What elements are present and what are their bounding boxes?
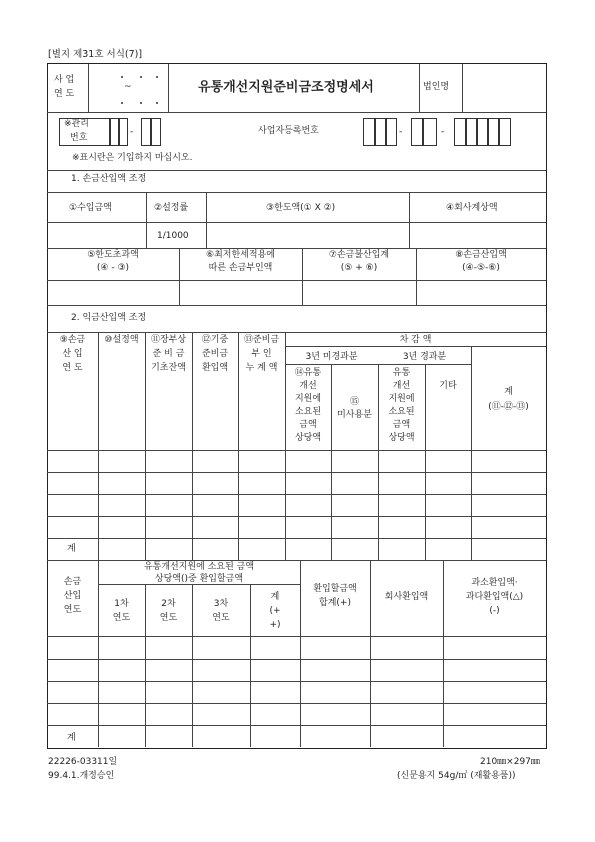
h9-line3: 연 도 bbox=[62, 363, 83, 373]
s3-year-line3: 연도 bbox=[63, 605, 82, 615]
h9-line2: 산 입 bbox=[62, 349, 83, 359]
reg-box[interactable] bbox=[488, 118, 499, 146]
s3-y1-line2: 연도 bbox=[112, 613, 131, 623]
s3-y2-line2: 연도 bbox=[159, 613, 178, 623]
s3-y3-line2: 연도 bbox=[212, 613, 230, 623]
biz-year-label-2: 연 도 bbox=[54, 89, 75, 99]
s3-sum-line1: 계 bbox=[270, 592, 280, 602]
col-nondeductible-formula: (⑤ + ⑥) bbox=[340, 263, 378, 273]
col-excess: ⑤한도초과액 bbox=[87, 250, 139, 260]
col-rate: ②설정률 bbox=[154, 203, 189, 213]
footer-approval: 99.4.1.개정승인 bbox=[48, 771, 115, 781]
h16-line4: 소요된 bbox=[388, 407, 415, 417]
footer-paper: (신문용지 54g/㎡ (재활용품)) bbox=[397, 771, 516, 781]
reg-box[interactable] bbox=[386, 118, 397, 146]
section1-title: 1. 손금산입액 조정 bbox=[71, 174, 147, 184]
h16-line1: 유통 bbox=[392, 368, 411, 378]
h12-line2: 준비금 bbox=[201, 349, 229, 359]
h14-line5: 금액 bbox=[299, 420, 317, 430]
s3-sum-line3: +) bbox=[269, 620, 281, 630]
h15-line2: 미사용분 bbox=[337, 410, 372, 420]
dash: - bbox=[441, 127, 445, 137]
reg-box[interactable] bbox=[363, 118, 375, 146]
form-label: [별지 제31호 서식(7)] bbox=[48, 49, 143, 60]
reg-box[interactable] bbox=[375, 118, 386, 146]
section2-title: 2. 익금산입액 조정 bbox=[71, 313, 147, 323]
h13-line2: 부 인 bbox=[251, 349, 272, 359]
h16-line2: 개선 bbox=[392, 381, 411, 391]
h14-line6: 상당액 bbox=[294, 433, 322, 443]
reg-box[interactable] bbox=[411, 118, 423, 146]
dash: - bbox=[399, 127, 403, 137]
footer-size: 210㎜×297㎜ bbox=[480, 757, 540, 767]
dash: - bbox=[130, 127, 134, 137]
h16-line5: 금액 bbox=[392, 420, 411, 430]
s3-header-line2: 상당액()중 환입할금액 bbox=[154, 574, 244, 584]
h13-line3: 누 계 액 bbox=[245, 363, 278, 373]
reg-box[interactable] bbox=[477, 118, 488, 146]
other-header: 기타 bbox=[439, 381, 457, 391]
h14-line3: 지원에 bbox=[294, 394, 322, 404]
footer-code: 22226-03311일 bbox=[48, 757, 118, 767]
s3-year-line1: 손금 bbox=[63, 577, 82, 587]
col-deductible: ⑧손금산입액 bbox=[455, 250, 507, 260]
s3-sum-line2: (+ bbox=[269, 606, 281, 616]
mgmt-label-1: ※관리 bbox=[64, 119, 89, 129]
col-nondeductible: ⑦손금불산입계 bbox=[328, 250, 390, 260]
h15-line1: ⑮ bbox=[349, 397, 359, 407]
total-formula: (⑪-⑫-⑬) bbox=[488, 402, 529, 412]
s3-year-line2: 산입 bbox=[63, 591, 82, 601]
reg-box[interactable] bbox=[499, 118, 511, 146]
col-revenue: ①수입금액 bbox=[69, 203, 112, 213]
company-name-label: 법인명 bbox=[423, 82, 450, 92]
h13-line1: ⑬준비금 bbox=[243, 335, 280, 345]
s3-over-line1: 과소환입액· bbox=[471, 578, 518, 588]
mgmt-box[interactable] bbox=[119, 118, 128, 146]
h9-line1: ⑨손금 bbox=[59, 335, 86, 345]
mgmt-box[interactable] bbox=[110, 118, 119, 146]
s3-header-line1: 유통개선지원에 소요된 금액 bbox=[143, 562, 255, 572]
h11-line3: 기초잔액 bbox=[151, 363, 186, 373]
tilde: ~ bbox=[124, 82, 132, 92]
over-3yrs: 3년 경과분 bbox=[402, 352, 447, 362]
form-title: 유통개선지원준비금조정명세서 bbox=[198, 80, 374, 95]
mgmt-label-2: 번호 bbox=[70, 133, 88, 143]
s3-total-line2: 합계(+) bbox=[319, 598, 351, 608]
col-limit: ③한도액(① X ②) bbox=[266, 203, 336, 213]
s3-company: 회사환입액 bbox=[384, 592, 429, 602]
h12-line1: ⑫기중 bbox=[201, 335, 229, 345]
h16-line6: 상당액 bbox=[388, 433, 415, 443]
h11-line2: 준 비 금 bbox=[152, 349, 185, 359]
col-min-tax-2: 따른 손금부인액 bbox=[208, 263, 273, 273]
h16-line3: 지원에 bbox=[388, 394, 415, 404]
biz-reg-label: 사업자등록번호 bbox=[258, 126, 319, 136]
s3-total-line1: 환입할금액 bbox=[313, 584, 357, 594]
rate-value: 1/1000 bbox=[157, 231, 189, 241]
h10: ⑩설정액 bbox=[104, 335, 139, 345]
h11-line1: ⑪장부상 bbox=[150, 335, 187, 345]
reg-box[interactable] bbox=[423, 118, 437, 146]
s3-y3-line1: 3차 bbox=[213, 599, 229, 609]
note: ※표시란은 기입하지 마십시오. bbox=[72, 153, 193, 163]
mgmt-box[interactable] bbox=[151, 118, 161, 146]
col-min-tax: ⑥최저한세적용에 bbox=[206, 250, 275, 260]
s3-y2-line1: 2차 bbox=[161, 599, 176, 609]
s3-over-line3: (-) bbox=[489, 606, 500, 616]
mgmt-box[interactable] bbox=[141, 118, 151, 146]
section3-sum-label: 계 bbox=[67, 733, 76, 743]
h14-line2: 개선 bbox=[299, 381, 317, 391]
under-3yrs: 3년 미경과분 bbox=[305, 352, 358, 362]
s3-y1-line1: 1차 bbox=[114, 599, 129, 609]
biz-year-label: 사 업 bbox=[54, 75, 75, 85]
h12-line3: 환입액 bbox=[201, 363, 229, 373]
total-header: 계 bbox=[504, 387, 513, 397]
s3-over-line2: 과다환입액(△) bbox=[465, 592, 524, 602]
col-deductible-formula: (④-⑤-⑥) bbox=[462, 263, 500, 273]
reg-box[interactable] bbox=[466, 118, 477, 146]
reg-box[interactable] bbox=[454, 118, 466, 146]
col-excess-formula: (④ - ③) bbox=[96, 263, 130, 273]
section2-sum-label: 계 bbox=[67, 544, 76, 554]
h14-line4: 소요된 bbox=[294, 407, 322, 417]
col-company-amount: ④회사계상액 bbox=[446, 203, 498, 213]
h14-line1: ⑭유통 bbox=[294, 368, 322, 378]
deduct-header: 차 감 액 bbox=[399, 335, 432, 345]
